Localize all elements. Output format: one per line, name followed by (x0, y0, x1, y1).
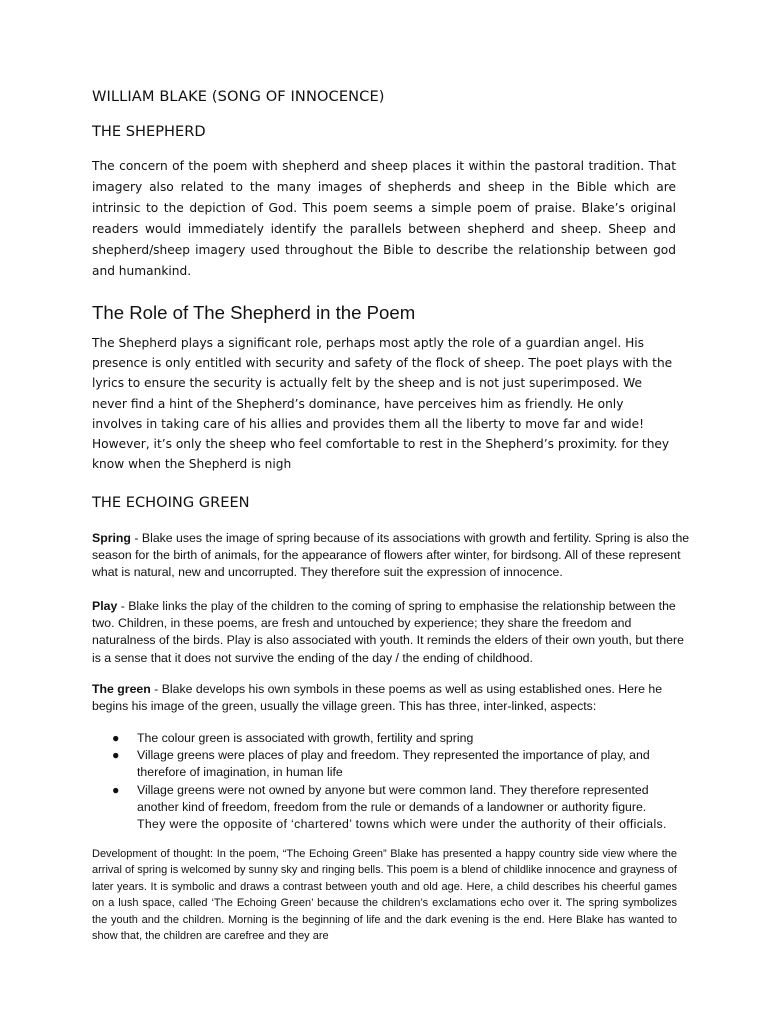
spring-text: - Blake uses the image of spring because of its associations with growth and fertility. Spring is also the season for the birth of animals, for the appearance of flowers after winter, for birdsong. All of these represent what is natural, new and uncorrupted. They therefore suit the expression of innocence. (92, 531, 690, 580)
section-heading-shepherd: THE SHEPHERD (92, 123, 206, 140)
list-item-text: Village greens were places of play and freedom. They represented the importance of play, and therefore of imagination, in human life (137, 748, 650, 780)
document-title: WILLIAM BLAKE (SONG OF INNOCENCE) (92, 88, 385, 105)
list-item-text: Village greens were not owned by anyone but were common land. They therefore represented another kind of freedom, freedom from the rule or demands of a landowner or authority figure. (137, 782, 649, 814)
green-paragraph (92, 681, 692, 715)
bullet-icon: ● (112, 731, 120, 745)
list-item-text: The colour green is associated with growth, fertility and spring (137, 731, 474, 745)
bullet-icon: ● (112, 748, 120, 763)
green-term: The green (92, 682, 151, 696)
development-paragraph: Development of thought: In the poem, “The Echoing Green” Blake has presented a happy country side view where the arrival of spring is welcomed by sunny sky and ringing bells. This poem is a blend of childlike innocence and grayness of later years. It is symbolic and draws a contrast between youth and old age. Here, a child describes his cheerful games on a lush space, called ‘The Echoing Green’ because the children’s exclamations echo over it. The spring symbolizes the youth and the children. Morning is the beginning of life and the dark evening is the end. Here Blake has wanted to show that, the children are carefree and they are (92, 848, 677, 943)
play-text: - Blake links the play of the children to the coming of spring to emphasise the relationship between the two. Children, in these poems, are fresh and untouched by experience; they share the freedom and naturalness of the birds. Play is also associated with youth. It reminds the elders of their own youth, but there is a sense that it does not survive the ending of the day / the ending of childhood. (92, 599, 684, 665)
bullet-icon: ● (112, 782, 120, 797)
play-term: Play (92, 599, 118, 613)
list-item (92, 782, 682, 834)
spring-term: Spring (92, 531, 131, 545)
green-aspects-list (92, 730, 682, 833)
section-heading-role: The Role of The Shepherd in the Poem (92, 302, 416, 323)
list-item (92, 730, 682, 747)
list-item (92, 747, 682, 781)
section-heading-echoing-green: THE ECHOING GREEN (92, 494, 250, 511)
play-paragraph (92, 598, 692, 667)
green-text: - Blake develops his own symbols in these poems as well as using established ones. Here he begins his image of the green, usually the village green. This has three, inter-linked, aspects: (92, 682, 663, 714)
role-paragraph: The Shepherd plays a significant role, perhaps most aptly the role of a guardian angel. His presence is only entitled with security and safety of the flock of sheep. The poet plays with the lyrics to ensure the security is actually felt by the sheep and is not just superimposed. We never find a hint of the Shepherd’s dominance, have perceives him as friendly. He only involves in taking care of his allies and provides them all the liberty to move far and wide! However, it’s only the sheep who feel comfortable to rest in the Shepherd’s proximity. for they know when the Shepherd is nigh (92, 336, 673, 472)
spring-paragraph (92, 530, 692, 582)
shepherd-paragraph: The concern of the poem with shepherd and sheep places it within the pastoral tradition. That imagery also related to the many images of shepherds and sheep in the Bible which are intrinsic to the depiction of God. This poem seems a simple poem of praise. Blake’s original readers would immediately identify the parallels between shepherd and sheep. Sheep and shepherd/sheep imagery used throughout the Bible to describe the relationship between god and humankind. (92, 159, 676, 278)
list-item-continuation: They were the opposite of ‘chartered’ towns which were under the authority of their officials. (137, 817, 667, 832)
